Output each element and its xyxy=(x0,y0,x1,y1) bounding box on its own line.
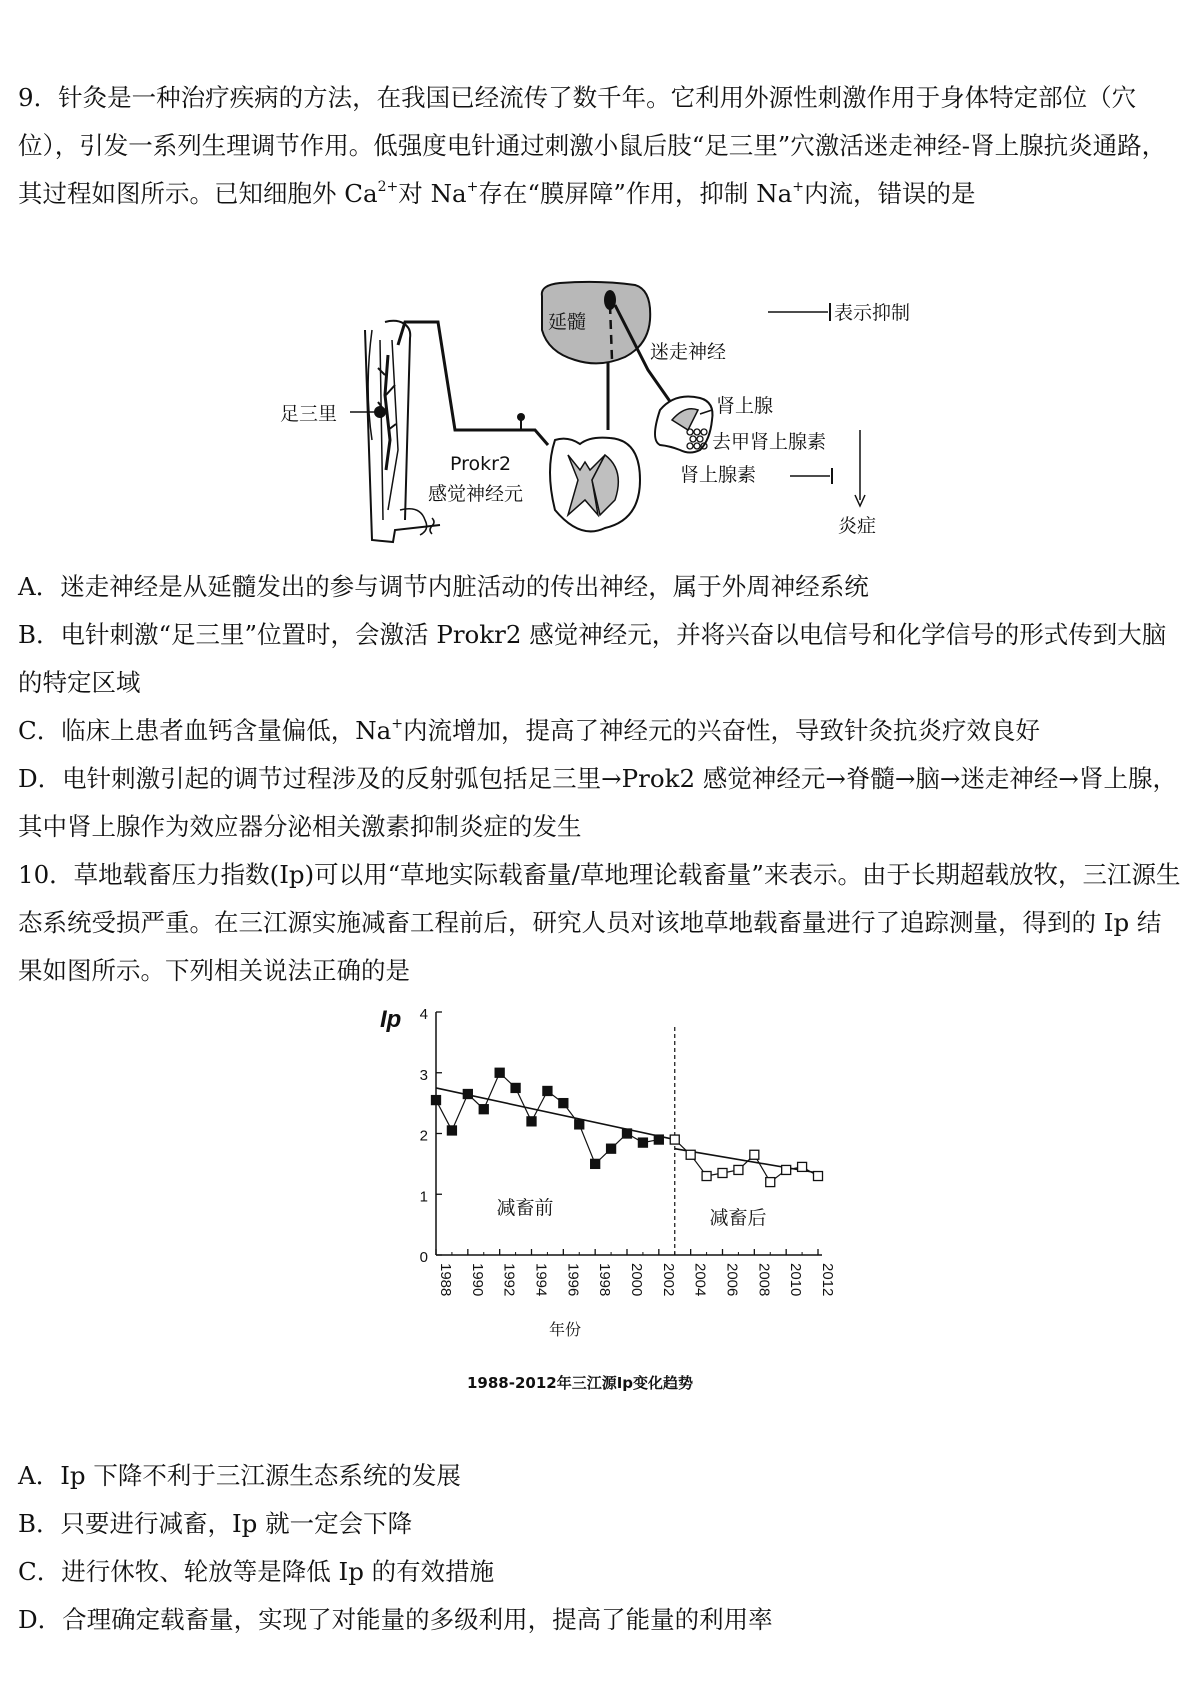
data-point-after xyxy=(686,1150,695,1159)
x-axis-label: 年份 xyxy=(548,1320,582,1339)
x-tick-label: 2004 xyxy=(691,1263,709,1297)
data-point-before xyxy=(607,1144,616,1153)
q9-option-a: A．迷走神经是从延髓发出的参与调节内脏活动的传出神经，属于外周神经系统 xyxy=(18,572,869,601)
data-point-after xyxy=(814,1172,823,1181)
x-tick-label: 2006 xyxy=(723,1263,741,1297)
y-tick-label: 1 xyxy=(419,1188,428,1206)
data-point-before xyxy=(591,1159,600,1168)
data-point-after xyxy=(718,1168,727,1177)
data-point-before xyxy=(527,1117,536,1126)
prokr2-label: Prokr2 xyxy=(450,453,512,475)
data-point-before xyxy=(447,1126,456,1135)
data-point-before xyxy=(479,1105,488,1114)
data-point-before xyxy=(575,1120,584,1129)
data-point-after xyxy=(670,1135,679,1144)
sensory-neuron-label: 感觉神经元 xyxy=(428,483,524,505)
y-tick-label: 2 xyxy=(419,1127,428,1145)
data-point-before xyxy=(623,1129,632,1138)
data-point-after xyxy=(702,1172,711,1181)
data-point-after xyxy=(782,1165,791,1174)
x-tick-label: 2008 xyxy=(755,1263,773,1297)
x-tick-label: 2012 xyxy=(819,1263,836,1297)
vagus-label: 迷走神经 xyxy=(650,341,727,363)
x-tick-label: 2002 xyxy=(659,1263,677,1297)
data-point-before xyxy=(432,1096,441,1105)
x-tick-label: 1988 xyxy=(437,1263,454,1297)
data-point-before xyxy=(495,1068,504,1077)
data-point-after xyxy=(734,1165,743,1174)
x-tick-label: 1998 xyxy=(596,1263,614,1297)
x-tick-label: 1992 xyxy=(500,1263,518,1297)
data-point-before xyxy=(654,1135,663,1144)
data-point-before xyxy=(559,1099,568,1108)
annotation-before: 减畜前 xyxy=(496,1197,554,1219)
data-point-before xyxy=(638,1138,647,1147)
trend-line xyxy=(675,1149,818,1173)
q10-stem: 10．草地载畜压力指数(Ip)可以用“草地实际载畜量/草地理论载畜量”来表示。由于长期超载放牧，三江源生态系统受损严重。在三江源实施减畜工程前后，研究人员对该地草地载畜量进行了追踪测量，得到的 Ip 结果如图所示。下列相关说法正确的是 xyxy=(18,860,1181,985)
y-axis-label: Ip xyxy=(380,1006,402,1033)
norepinephrine-label: 去甲肾上腺素 xyxy=(712,431,827,453)
y-tick-label: 4 xyxy=(419,1006,428,1023)
x-tick-label: 1994 xyxy=(532,1263,550,1297)
q10-option-b: B．只要进行减畜，Ip 就一定会下降 xyxy=(18,1509,413,1538)
legend-inhibit-label: 表示抑制 xyxy=(834,302,911,324)
x-tick-label: 1996 xyxy=(564,1263,582,1297)
data-point-before xyxy=(543,1086,552,1095)
adrenal-label: 肾上腺 xyxy=(716,395,774,417)
x-tick-label: 2010 xyxy=(787,1263,805,1297)
data-point-after xyxy=(766,1178,775,1187)
x-tick-label: 2000 xyxy=(628,1263,645,1297)
q9-stem: 9．针灸是一种治疗疾病的方法，在我国已经流传了数千年。它利用外源性刺激作用于身体特定部位（穴位），引发一系列生理调节作用。低强度电针通过刺激小鼠后肢“足三里”穴激活迷走神经-肾上腺抗炎通路，其过程如图所示。已知细胞外 $Ca^{2+}$对 Na+存在“膜屏障”作用，抑制 Na+内流，错误的是 xyxy=(18,83,1167,208)
q9-option-c: C．临床上患者血钙含量偏低，Na+内流增加，提高了神经元的兴奋性，导致针灸抗炎疗效良好 xyxy=(18,715,1041,745)
q10-option-c: C．进行休牧、轮放等是降低 Ip 的有效措施 xyxy=(18,1557,495,1586)
chart-caption: 1988-2012年三江源Ip变化趋势 xyxy=(466,1374,694,1392)
y-tick-label: 0 xyxy=(419,1249,428,1266)
annotation-after: 减畜后 xyxy=(709,1207,767,1229)
q10-option-d: D．合理确定载畜量，实现了对能量的多级利用，提高了能量的利用率 xyxy=(18,1605,773,1634)
inflammation-label: 炎症 xyxy=(838,515,877,537)
q9-option-d: D．电针刺激引起的调节过程涉及的反射弧包括足三里→Prok2 感觉神经元→脊髓→脑→迷走神经→肾上腺，其中肾上腺作为效应器分泌相关激素抑制炎症的发生 xyxy=(18,764,1177,841)
epinephrine-label: 肾上腺素 xyxy=(680,464,757,486)
data-point-before xyxy=(511,1083,520,1092)
zusanli-label: 足三里 xyxy=(280,403,338,425)
q9-option-b: B．电针刺激“足三里”位置时，会激活 Prokr2 感觉神经元，并将兴奋以电信号和化学信号的形式传到大脑的特定区域 xyxy=(18,620,1167,697)
x-tick-label: 1990 xyxy=(468,1263,486,1297)
data-point-after xyxy=(750,1150,759,1159)
medulla-label: 延髓 xyxy=(548,311,587,333)
q10-option-a: A．Ip 下降不利于三江源生态系统的发展 xyxy=(18,1461,461,1490)
data-point-after xyxy=(798,1162,807,1171)
data-point-before xyxy=(463,1090,472,1099)
y-tick-label: 3 xyxy=(419,1066,428,1084)
